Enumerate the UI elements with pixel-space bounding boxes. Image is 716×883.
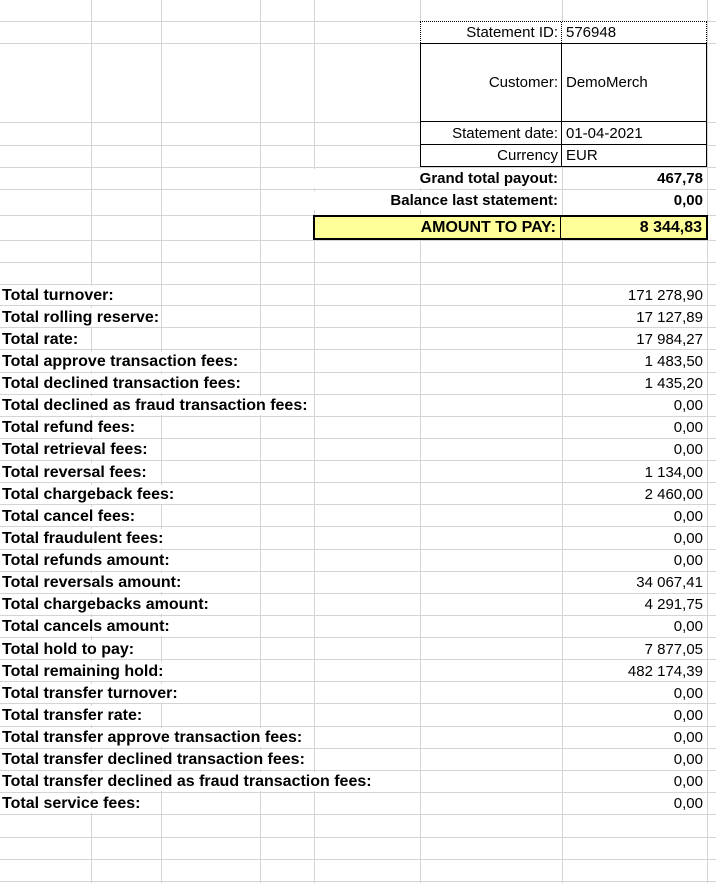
total-row-label[interactable]: Total cancel fees: (2, 507, 136, 525)
total-row-label[interactable]: Total chargebacks amount: (2, 596, 209, 614)
total-row-label[interactable]: Total service fees: (2, 795, 141, 813)
total-row (0, 727, 716, 749)
total-row-value[interactable]: 0,00 (673, 441, 703, 459)
total-row (0, 793, 716, 815)
total-row (0, 616, 716, 638)
total-row-value[interactable]: 171 278,90 (627, 286, 703, 304)
total-row-label[interactable]: Total rolling reserve: (2, 308, 160, 326)
total-row-label[interactable]: Total chargeback fees: (2, 485, 175, 503)
gridline-horizontal (0, 859, 716, 860)
total-row-value[interactable]: 0,00 (673, 618, 703, 636)
total-row-value[interactable]: 0,00 (673, 729, 703, 746)
total-row-value[interactable]: 0,00 (673, 419, 703, 437)
gridline-horizontal (0, 167, 716, 168)
statement-id-value-cell[interactable]: 576948 (566, 24, 617, 41)
statement-id-label-cell[interactable]: Statement ID: (421, 22, 562, 43)
total-row-value[interactable]: 1 435,20 (644, 375, 703, 392)
total-row (0, 306, 716, 328)
balance-last-statement-label[interactable]: Balance last statement: (314, 191, 561, 210)
total-row (0, 660, 716, 682)
total-row-value[interactable]: 4 291,75 (644, 596, 703, 614)
total-row-value[interactable]: 0,00 (673, 529, 703, 547)
gridline-horizontal (0, 881, 716, 882)
total-row (0, 704, 716, 726)
currency-row (420, 145, 707, 167)
currency-label-cell[interactable]: Currency (421, 145, 562, 166)
total-row (0, 771, 716, 793)
total-row-label[interactable]: Total refunds amount: (2, 552, 170, 569)
total-row-value[interactable]: 0,00 (673, 751, 703, 769)
total-row (0, 395, 716, 417)
gridline-horizontal (0, 262, 716, 263)
total-row-label[interactable]: Total fraudulent fees: (2, 529, 164, 547)
customer-label-cell[interactable]: Customer: (421, 44, 562, 121)
total-row-value[interactable]: 482 174,39 (627, 662, 703, 680)
total-row-value[interactable]: 2 460,00 (644, 485, 703, 503)
total-row-value[interactable]: 0,00 (673, 397, 703, 415)
total-row-label[interactable]: Total hold to pay: (2, 640, 135, 658)
currency-value-cell[interactable]: EUR (566, 147, 598, 164)
totals-list (0, 284, 716, 815)
total-row-label[interactable]: Total transfer approve transaction fees: (2, 729, 303, 746)
total-row (0, 550, 716, 572)
total-row-value[interactable]: 1 134,00 (644, 463, 703, 481)
statement-date-row (420, 122, 707, 145)
total-row (0, 483, 716, 505)
total-row-label[interactable]: Total approve transaction fees: (2, 352, 239, 370)
total-row-label[interactable]: Total reversal fees: (2, 463, 147, 481)
gridline-horizontal (0, 240, 716, 241)
total-row-label[interactable]: Total rate: (2, 330, 79, 348)
gridline-horizontal (0, 189, 716, 190)
total-row-label[interactable]: Total cancels amount: (2, 618, 170, 636)
total-row (0, 461, 716, 483)
gridline-horizontal (0, 837, 716, 838)
total-row (0, 527, 716, 549)
total-row (0, 505, 716, 527)
amount-to-pay-row (313, 215, 708, 240)
total-row-label[interactable]: Total turnover: (2, 286, 114, 304)
total-row-label[interactable]: Total retrieval fees: (2, 441, 148, 459)
total-row (0, 749, 716, 771)
statement-date-value-cell[interactable]: 01-04-2021 (566, 124, 643, 142)
total-row (0, 417, 716, 439)
amount-to-pay-value[interactable]: 8 344,83 (639, 218, 702, 236)
total-row-label[interactable]: Total transfer declined as fraud transaction fees: (2, 773, 372, 791)
total-row-value[interactable]: 0,00 (673, 795, 703, 813)
statement-date-label-cell[interactable]: Statement date: (421, 122, 562, 144)
total-row-value[interactable]: 17 984,27 (636, 330, 703, 348)
total-row-value[interactable]: 0,00 (673, 507, 703, 525)
total-row (0, 638, 716, 660)
total-row-label[interactable]: Total transfer declined transaction fees: (2, 751, 305, 769)
total-row-label[interactable]: Total reversals amount: (2, 574, 182, 592)
total-row (0, 373, 716, 395)
total-row-label[interactable]: Total remaining hold: (2, 662, 164, 680)
total-row-value[interactable]: 0,00 (673, 706, 703, 724)
total-row-value[interactable]: 0,00 (673, 684, 703, 702)
amount-to-pay-label[interactable]: AMOUNT TO PAY: (315, 217, 561, 238)
total-row-value[interactable]: 17 127,89 (636, 308, 703, 326)
customer-row (420, 43, 707, 122)
total-row-label[interactable]: Total transfer turnover: (2, 684, 178, 702)
total-row-value[interactable]: 1 483,50 (644, 352, 703, 370)
total-row-value[interactable]: 34 067,41 (636, 574, 703, 592)
total-row-label[interactable]: Total declined as fraud transaction fees: (2, 397, 308, 415)
total-row (0, 284, 716, 306)
total-row-value[interactable]: 0,00 (673, 773, 703, 791)
total-row-label[interactable]: Total refund fees: (2, 419, 136, 437)
balance-last-statement-value[interactable]: 0,00 (673, 192, 703, 209)
grand-total-payout-value[interactable]: 467,78 (657, 170, 703, 187)
total-row-value[interactable]: 7 877,05 (644, 640, 703, 658)
total-row (0, 572, 716, 594)
total-row-value[interactable]: 0,00 (673, 552, 703, 569)
total-row (0, 594, 716, 616)
grand-total-payout-label[interactable]: Grand total payout: (314, 169, 561, 188)
total-row (0, 439, 716, 461)
total-row-label[interactable]: Total transfer rate: (2, 706, 143, 724)
total-row (0, 328, 716, 350)
total-row (0, 682, 716, 704)
total-row (0, 350, 716, 372)
total-row-label[interactable]: Total declined transaction fees: (2, 375, 241, 392)
customer-value-cell[interactable]: DemoMerch (566, 74, 648, 91)
statement-id-row (420, 21, 707, 43)
